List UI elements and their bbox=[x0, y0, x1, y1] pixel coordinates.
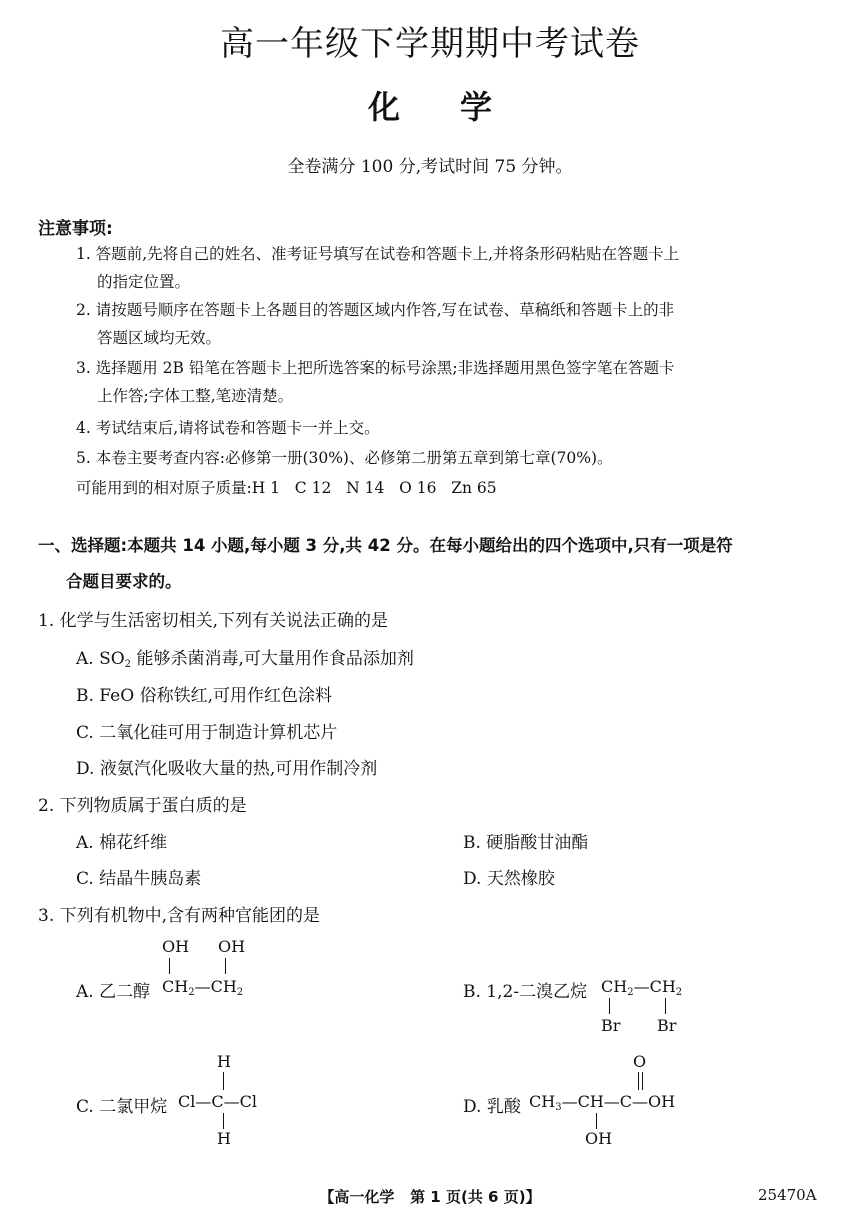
section-1-heading: 一、选择题:本题共 14 小题,每小题 3 分,共 42 分。在每小题给出的四个选项中,只有一项是符 bbox=[38, 536, 733, 555]
q3-d-oh-bottom: OH bbox=[585, 1129, 613, 1148]
q2-option-a: A. 棉花纤维 bbox=[76, 833, 168, 853]
notice-heading: 注意事项: bbox=[38, 219, 113, 239]
q3-a-formula: $CH_2—CH_2$ bbox=[162, 977, 244, 998]
q3-c-h-bottom: H bbox=[217, 1129, 231, 1148]
paper-code: 25470A bbox=[758, 1186, 817, 1204]
q3-d-double-bond-a bbox=[638, 1072, 639, 1090]
notice-item-1-cont: 的指定位置。 bbox=[97, 273, 191, 291]
q3-option-d-label: D. 乳酸 bbox=[463, 1097, 521, 1117]
q3-c-formula: Cl—C—Cl bbox=[178, 1092, 257, 1111]
q3-a-oh-left: OH bbox=[162, 937, 190, 956]
q3-d-double-bond-b bbox=[642, 1072, 643, 1090]
q3-b-br-right: Br bbox=[657, 1016, 677, 1035]
q3-option-b-label: B. 1,2-二溴乙烷 bbox=[463, 982, 588, 1002]
notice-item-4: 4. 考试结束后,请将试卷和答题卡一并上交。 bbox=[76, 419, 380, 437]
q3-a-bond-left bbox=[169, 958, 170, 974]
q2-option-c: C. 结晶牛胰岛素 bbox=[76, 869, 202, 889]
q1-option-c: C. 二氧化硅可用于制造计算机芯片 bbox=[76, 723, 338, 743]
q1-option-a: A. $SO_2$ 能够杀菌消毒,可大量用作食品添加剂 bbox=[76, 649, 414, 670]
q3-option-c-label: C. 二氯甲烷 bbox=[76, 1097, 168, 1117]
q3-option-a-label: A. 乙二醇 bbox=[76, 982, 151, 1002]
q3-c-bond-bottom bbox=[223, 1113, 224, 1129]
notice-item-3-cont: 上作答;字体工整,笔迹清楚。 bbox=[97, 387, 294, 405]
section-1-heading-cont: 合题目要求的。 bbox=[66, 572, 182, 591]
q1-option-b: B. FeO 俗称铁红,可用作红色涂料 bbox=[76, 686, 332, 706]
notice-item-2: 2. 请按题号顺序在答题卡上各题目的答题区域内作答,写在试卷、草稿纸和答题卡上的非 bbox=[76, 301, 675, 319]
q3-b-formula: $CH_2—CH_2$ bbox=[601, 977, 683, 998]
q3-d-bond-bottom bbox=[596, 1113, 597, 1129]
notice-item-5: 5. 本卷主要考查内容:必修第一册(30%)、必修第二册第五章到第七章(70%)。 bbox=[76, 449, 613, 467]
q3-b-bond-right bbox=[665, 998, 666, 1014]
score-time-line: 全卷满分 100 分,考试时间 75 分钟。 bbox=[287, 157, 573, 177]
q3-a-oh-right: OH bbox=[218, 937, 246, 956]
q3-d-o-top: O bbox=[633, 1052, 647, 1071]
notice-item-2-cont: 答题区域均无效。 bbox=[97, 329, 222, 347]
atomic-mass-line: 可能用到的相对原子质量:H 1 C 12 N 14 O 16 Zn 65 bbox=[76, 479, 497, 497]
exam-title: 高一年级下学期期中考试卷 bbox=[220, 24, 640, 64]
q3-b-br-left: Br bbox=[601, 1016, 621, 1035]
q3-a-bond-right bbox=[225, 958, 226, 974]
q1-stem: 1. 化学与生活密切相关,下列有关说法正确的是 bbox=[38, 611, 389, 631]
notice-item-3: 3. 选择题用 2B 铅笔在答题卡上把所选答案的标号涂黑;非选择题用黑色签字笔在答题卡 bbox=[76, 359, 675, 377]
q2-option-d: D. 天然橡胶 bbox=[463, 869, 555, 889]
q3-d-formula: $CH_3—CH—C—OH$ bbox=[529, 1092, 676, 1113]
q3-stem: 3. 下列有机物中,含有两种官能团的是 bbox=[38, 906, 321, 926]
notice-item-1: 1. 答题前,先将自己的姓名、准考证号填写在试卷和答题卡上,并将条形码粘贴在答题卡上 bbox=[76, 245, 680, 263]
q3-c-bond-top bbox=[223, 1072, 224, 1090]
q2-option-b: B. 硬脂酸甘油酯 bbox=[463, 833, 589, 853]
q2-stem: 2. 下列物质属于蛋白质的是 bbox=[38, 796, 247, 816]
q3-b-bond-left bbox=[609, 998, 610, 1014]
subject-title: 化学 bbox=[367, 88, 552, 126]
page-footer: 【高一化学 第 1 页(共 6 页)】 bbox=[319, 1188, 541, 1206]
q1-option-d: D. 液氨汽化吸收大量的热,可用作制冷剂 bbox=[76, 759, 378, 779]
q3-c-h-top: H bbox=[217, 1052, 231, 1071]
